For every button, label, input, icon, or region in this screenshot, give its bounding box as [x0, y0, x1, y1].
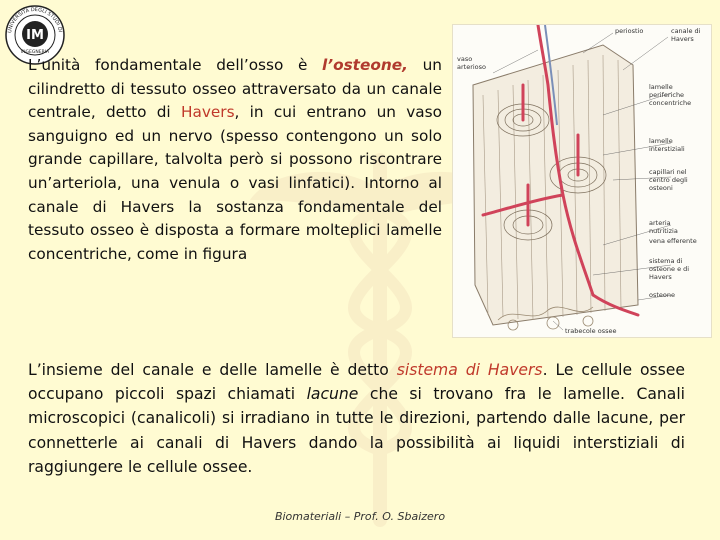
svg-text:UNIVERSITÀ DEGLI STUDI DI TRIE: UNIVERSITÀ DEGLI STUDI DI: [7, 6, 63, 34]
label-canale-havers: canale di Havers: [671, 27, 701, 43]
slide-footer: Biomateriali – Prof. O. Sbaizero: [274, 510, 446, 523]
havers-text-2: . Le cellule ossee occupano piccoli spazi chiamati: [28, 361, 685, 404]
havers-text-1: L’insieme del canale e delle lamelle è detto: [28, 361, 397, 379]
label-osteone: osteone: [649, 291, 676, 299]
label-lamelle-periferiche: lamelle periferiche concentriche: [649, 83, 692, 107]
osteone-term: l’osteone,: [322, 56, 408, 74]
svg-text:INGEGNERIA: INGEGNERIA: [20, 50, 50, 55]
label-sistema-osteone: sistema di osteone e di Havers: [649, 257, 690, 281]
havers-system-paragraph: [28, 358, 685, 479]
label-vaso-arterioso: vaso arterioso: [457, 55, 487, 71]
osteon-illustration: [452, 24, 712, 338]
intro-text-3: , in cui entrano un vaso sanguigno ed un nervo (spesso contengono un solo grande capillare, talvolta però si possono riscontrare un’arteriola, una venula o vasi linfatici). Intorno al canale di Havers la sostanza fondamentale del tessuto osseo è disposta a formare molteplici lamelle concentriche, come in figura: [28, 103, 442, 263]
intro-paragraph: [28, 54, 442, 266]
havers-text-3: che si trovano fra le lamelle. Canali microscopici (canalicoli) si irradiano in tutte le direzioni, partendo dalle lacune, per connetterle ai canali di Havers dando la possibilità ai liquidi interstiziali di raggiungere le cellule ossee.: [28, 385, 685, 476]
label-capillari: capillari nel centro degli osteoni: [649, 168, 688, 192]
intro-text-2: un cilindretto di tessuto osseo attraversato da un canale centrale, detto di: [28, 56, 442, 122]
svg-text:IM: IM: [26, 28, 44, 43]
sistema-havers-term: sistema di Havers: [396, 361, 543, 379]
label-vena-efferente: vena efferente: [649, 237, 697, 245]
label-lamelle-interstiziali: lamelle interstiziali: [649, 137, 685, 153]
label-periostio: periostio: [615, 27, 644, 35]
lacune-term: lacune: [306, 385, 359, 404]
intro-text-1: L’unità fondamentale dell’osso è: [28, 56, 323, 74]
label-arteria-nutritizia: arteria nutritizia: [649, 219, 678, 235]
havers-term: Havers: [180, 103, 235, 122]
label-trabecole: trabecole ossee: [565, 327, 617, 335]
